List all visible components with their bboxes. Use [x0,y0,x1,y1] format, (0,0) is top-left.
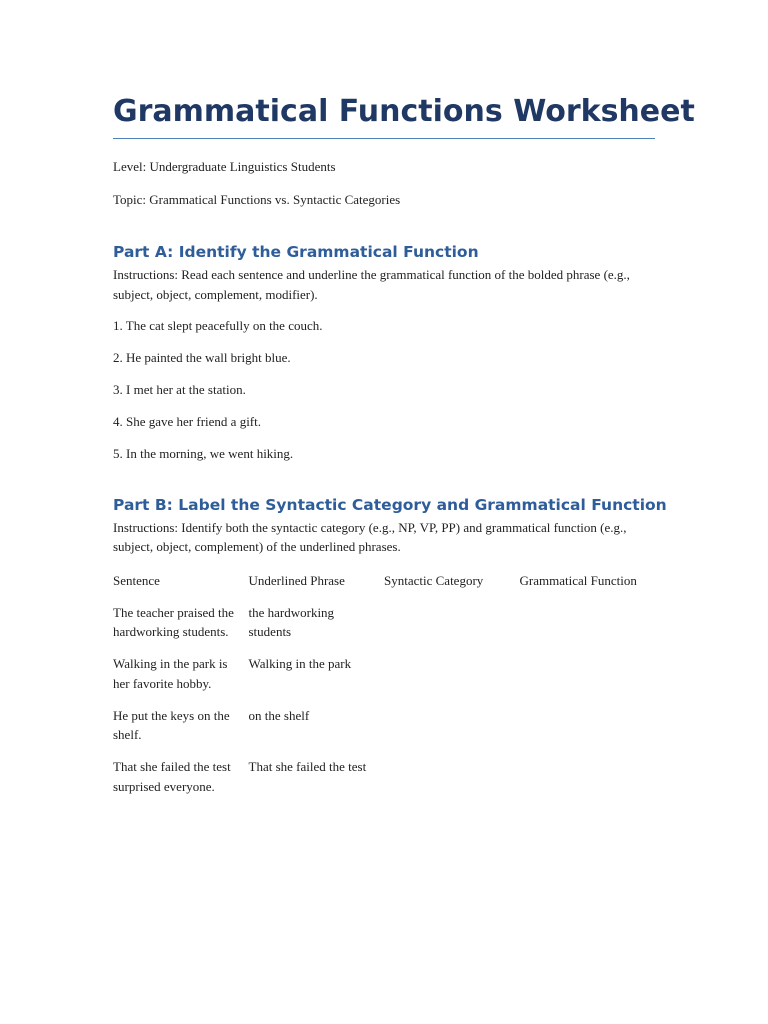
table-cell-function[interactable] [520,654,656,706]
question-item: 1. The cat slept peacefully on the couch. [113,318,323,333]
table-cell-sentence: Walking in the park is her favorite hobby. [113,656,228,691]
table-cell-sentence: That she failed the test surprised everyone. [113,759,231,794]
part-a-heading: Part A: Identify the Grammatical Function [113,243,479,261]
page-title: Grammatical Functions Worksheet [113,92,655,139]
table-cell-function[interactable] [520,706,656,758]
part-b-table [113,571,655,809]
table-cell-category[interactable] [384,654,520,706]
table-cell-category[interactable] [384,706,520,758]
table-cell-category[interactable] [384,757,520,809]
part-b-heading: Part B: Label the Syntactic Category and Grammatical Function [113,495,667,514]
question-item: 3. I met her at the station. [113,382,246,397]
table-cell-sentence: The teacher praised the hardworking students. [113,604,234,639]
table-cell-sentence: He put the keys on the shelf. [113,707,230,742]
question-item: 5. In the morning, we went hiking. [113,446,294,461]
question-item: 4. She gave her friend a gift. [113,414,262,429]
table-cell-phrase: on the shelf [248,707,310,723]
table-header-cell: Underlined Phrase [248,572,345,588]
table-cell-function[interactable] [520,757,656,809]
topic-line: Topic: Grammatical Functions vs. Syntactic Categories [113,191,401,207]
table-header-cell: Sentence [113,572,160,588]
table-cell-category[interactable] [384,603,520,655]
table-cell-phrase: the hardworking students [248,604,335,639]
table-header-cell: Grammatical Function [519,572,637,588]
level-line: Level: Undergraduate Linguistics Students [113,159,336,174]
part-a-instructions: Instructions: Read each sentence and underline the grammatical function of the bolded phrase (e.g., subject, object, complement, modifier). [113,267,630,302]
question-item: 2. He painted the wall bright blue. [113,350,291,365]
table-cell-phrase: That she failed the test [248,759,367,774]
table-cell-function[interactable] [520,603,656,655]
part-a-question-list [113,316,655,464]
table-cell-phrase: Walking in the park [248,656,352,671]
table-header-cell: Syntactic Category [384,572,484,588]
worksheet-page [113,92,695,809]
part-b-instructions: Instructions: Identify both the syntactic category (e.g., NP, VP, PP) and grammatical function (e.g., subject, object, complement) of the underlined phrases. [113,519,627,554]
